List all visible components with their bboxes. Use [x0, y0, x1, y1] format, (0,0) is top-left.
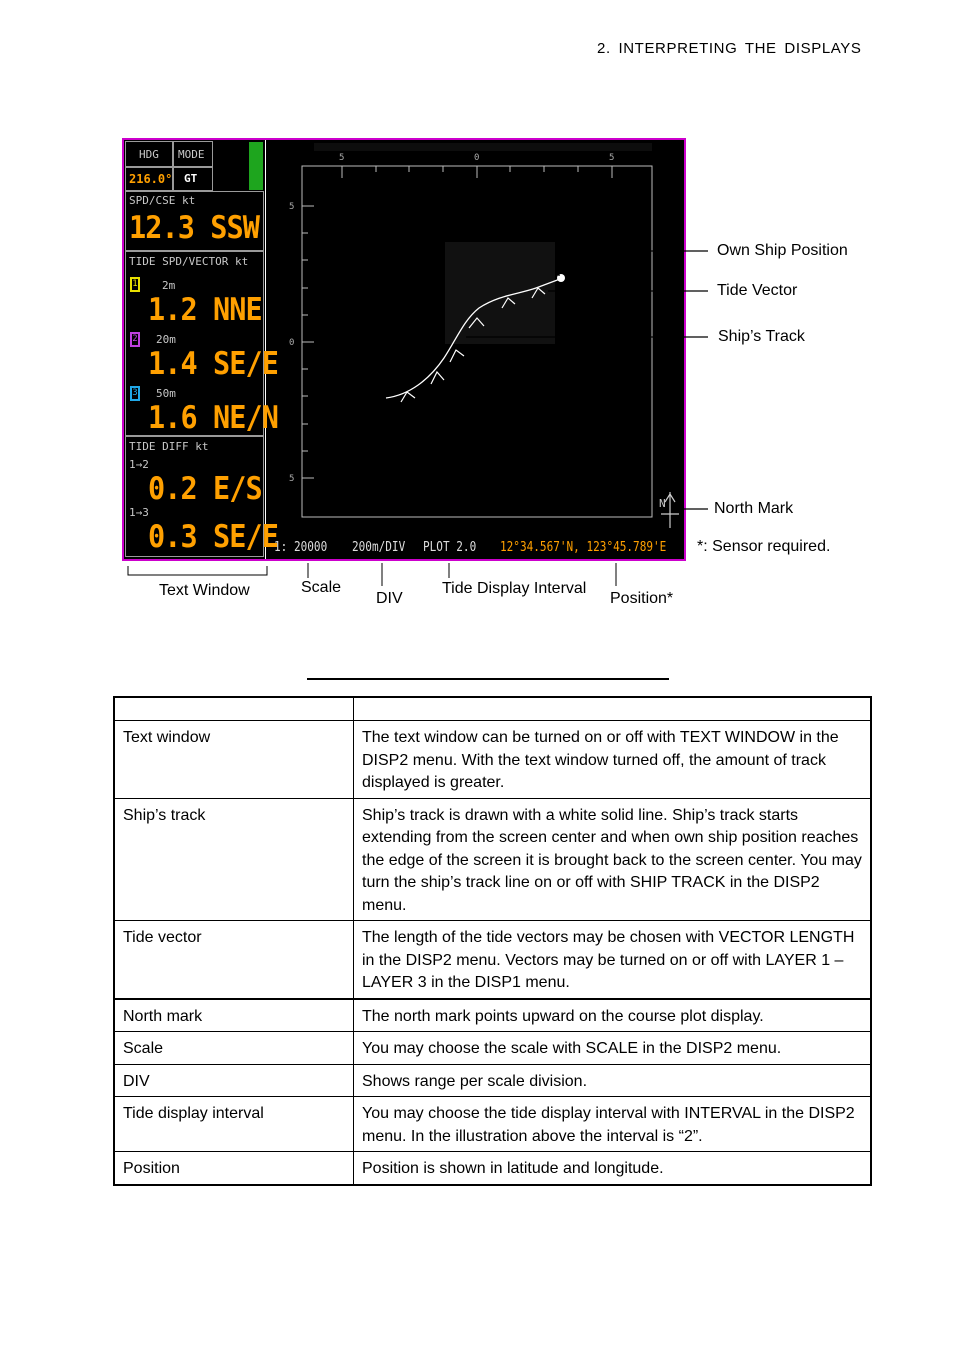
- description-cell: Ship’s track is drawn with a white solid line. Ship’s track starts extending from the screen center and when own ship position reaches the edge of the screen it is brought back to the screen center. You may turn the ship’s track line on or off with SHIP TRACK in the DISP2 menu.: [354, 798, 872, 921]
- description-cell: Shows range per scale division.: [354, 1064, 872, 1097]
- own-ship-marker: [557, 274, 565, 282]
- item-cell: North mark: [114, 999, 354, 1032]
- tide-spd-vector-label: TIDE SPD/VECTOR kt: [129, 255, 249, 268]
- item-cell: Tide display interval: [114, 1097, 354, 1152]
- top-axis-label-right: 5: [609, 153, 615, 163]
- scale-readout: 1: 20000: [274, 540, 328, 555]
- table-row: [114, 1097, 871, 1152]
- item-cell: Ship’s track: [114, 798, 354, 921]
- description-cell: Position is shown in latitude and longitude.: [354, 1152, 872, 1185]
- item-cell: Tide vector: [114, 921, 354, 999]
- plot-area: [124, 140, 684, 559]
- spd-cse-label: SPD/CSE kt: [129, 194, 196, 207]
- left-axis-label-bottom: 5: [289, 474, 295, 484]
- spd-cse-value: 12.3 SSW: [129, 210, 260, 246]
- left-axis-label-top: 5: [289, 202, 295, 212]
- layer-2-depth: 20m: [156, 333, 176, 346]
- position-readout: 12°34.567'N, 123°45.789'E: [500, 540, 667, 555]
- course-plot-screen: [122, 138, 686, 561]
- diff-12-label: 1→2: [129, 458, 149, 471]
- top-scale-ticks: [342, 166, 612, 178]
- callout-north-mark: North Mark: [714, 500, 794, 517]
- tide-diff-label: TIDE DIFF kt: [129, 440, 209, 453]
- top-axis-label-left: 5: [339, 153, 345, 163]
- item-cell: Position: [114, 1152, 354, 1185]
- left-scale-ticks: [302, 206, 314, 478]
- plot-top-band: [314, 143, 652, 151]
- left-axis-label-center: 0: [289, 338, 295, 348]
- callout-ships-track: Ship’s Track: [718, 328, 805, 345]
- mode-value: GT: [184, 172, 198, 185]
- layer-1-depth: 2m: [162, 279, 176, 292]
- caption-position: Position*: [610, 590, 674, 607]
- plot-interval-readout: PLOT 2.0: [423, 540, 477, 555]
- mode-label: MODE: [178, 148, 205, 161]
- description-cell: The text window can be turned on or off with TEXT WINDOW in the DISP2 menu. With the text window turned off, the amount of track displayed is greater.: [354, 721, 872, 799]
- caption-scale: Scale: [301, 579, 342, 596]
- hdg-label: HDG: [139, 148, 159, 161]
- table-row: [114, 798, 871, 921]
- layer-2-badge: 2: [130, 332, 140, 347]
- table-title-rule: [307, 678, 669, 680]
- north-mark-letter: N: [659, 497, 666, 510]
- caption-text-window: Text Window: [159, 582, 250, 599]
- caption-tide-display-interval: Tide Display Interval: [442, 580, 587, 597]
- item-cell: Scale: [114, 1032, 354, 1065]
- table-row: [114, 1064, 871, 1097]
- layer-1-value: 1.2 NNE: [148, 292, 262, 328]
- table-row: [114, 721, 871, 799]
- top-axis-label-center: 0: [474, 153, 480, 163]
- description-cell: You may choose the tide display interval with INTERVAL in the DISP2 menu. In the illustration above the interval is “2”.: [354, 1097, 872, 1152]
- layer-1-badge: 1: [130, 277, 140, 292]
- diff-13-label: 1→3: [129, 506, 149, 519]
- callout-tide-vector: Tide Vector: [717, 282, 798, 299]
- table-row: [114, 1152, 871, 1185]
- table-header-row: [114, 697, 871, 721]
- item-cell: Text window: [114, 721, 354, 799]
- layer-3-depth: 50m: [156, 387, 176, 400]
- table-row: [114, 1032, 871, 1065]
- layer-2-value: 1.4 SE/E: [148, 346, 279, 382]
- table-row: [114, 999, 871, 1032]
- table-row: [114, 921, 871, 999]
- item-cell: DIV: [114, 1064, 354, 1097]
- header-cell-description: [354, 697, 872, 721]
- caption-div: DIV: [376, 590, 403, 607]
- description-cell: The length of the tide vectors may be chosen with VECTOR LENGTH in the DISP2 menu. Vectors may be turned on or off with LAYER 1 – LAYER 3 in the DISP1 menu.: [354, 921, 872, 999]
- header-cell-item: [114, 697, 354, 721]
- diff-12-value: 0.2 E/S: [148, 471, 262, 507]
- layer-3-badge: 3: [130, 386, 140, 401]
- layer-3-value: 1.6 NE/N: [148, 400, 279, 436]
- sensor-required-note: *: Sensor required.: [697, 538, 831, 555]
- callout-own-ship-position: Own Ship Position: [717, 242, 848, 259]
- hdg-value: 216.0°: [129, 172, 173, 186]
- description-table: [113, 696, 872, 1186]
- page-header: 2. INTERPRETING THE DISPLAYS: [597, 40, 862, 57]
- div-readout: 200m/DIV: [352, 540, 406, 555]
- diff-13-value: 0.3 SE/E: [148, 519, 279, 555]
- description-cell: The north mark points upward on the course plot display.: [354, 999, 872, 1032]
- description-cell: You may choose the scale with SCALE in the DISP2 menu.: [354, 1032, 872, 1065]
